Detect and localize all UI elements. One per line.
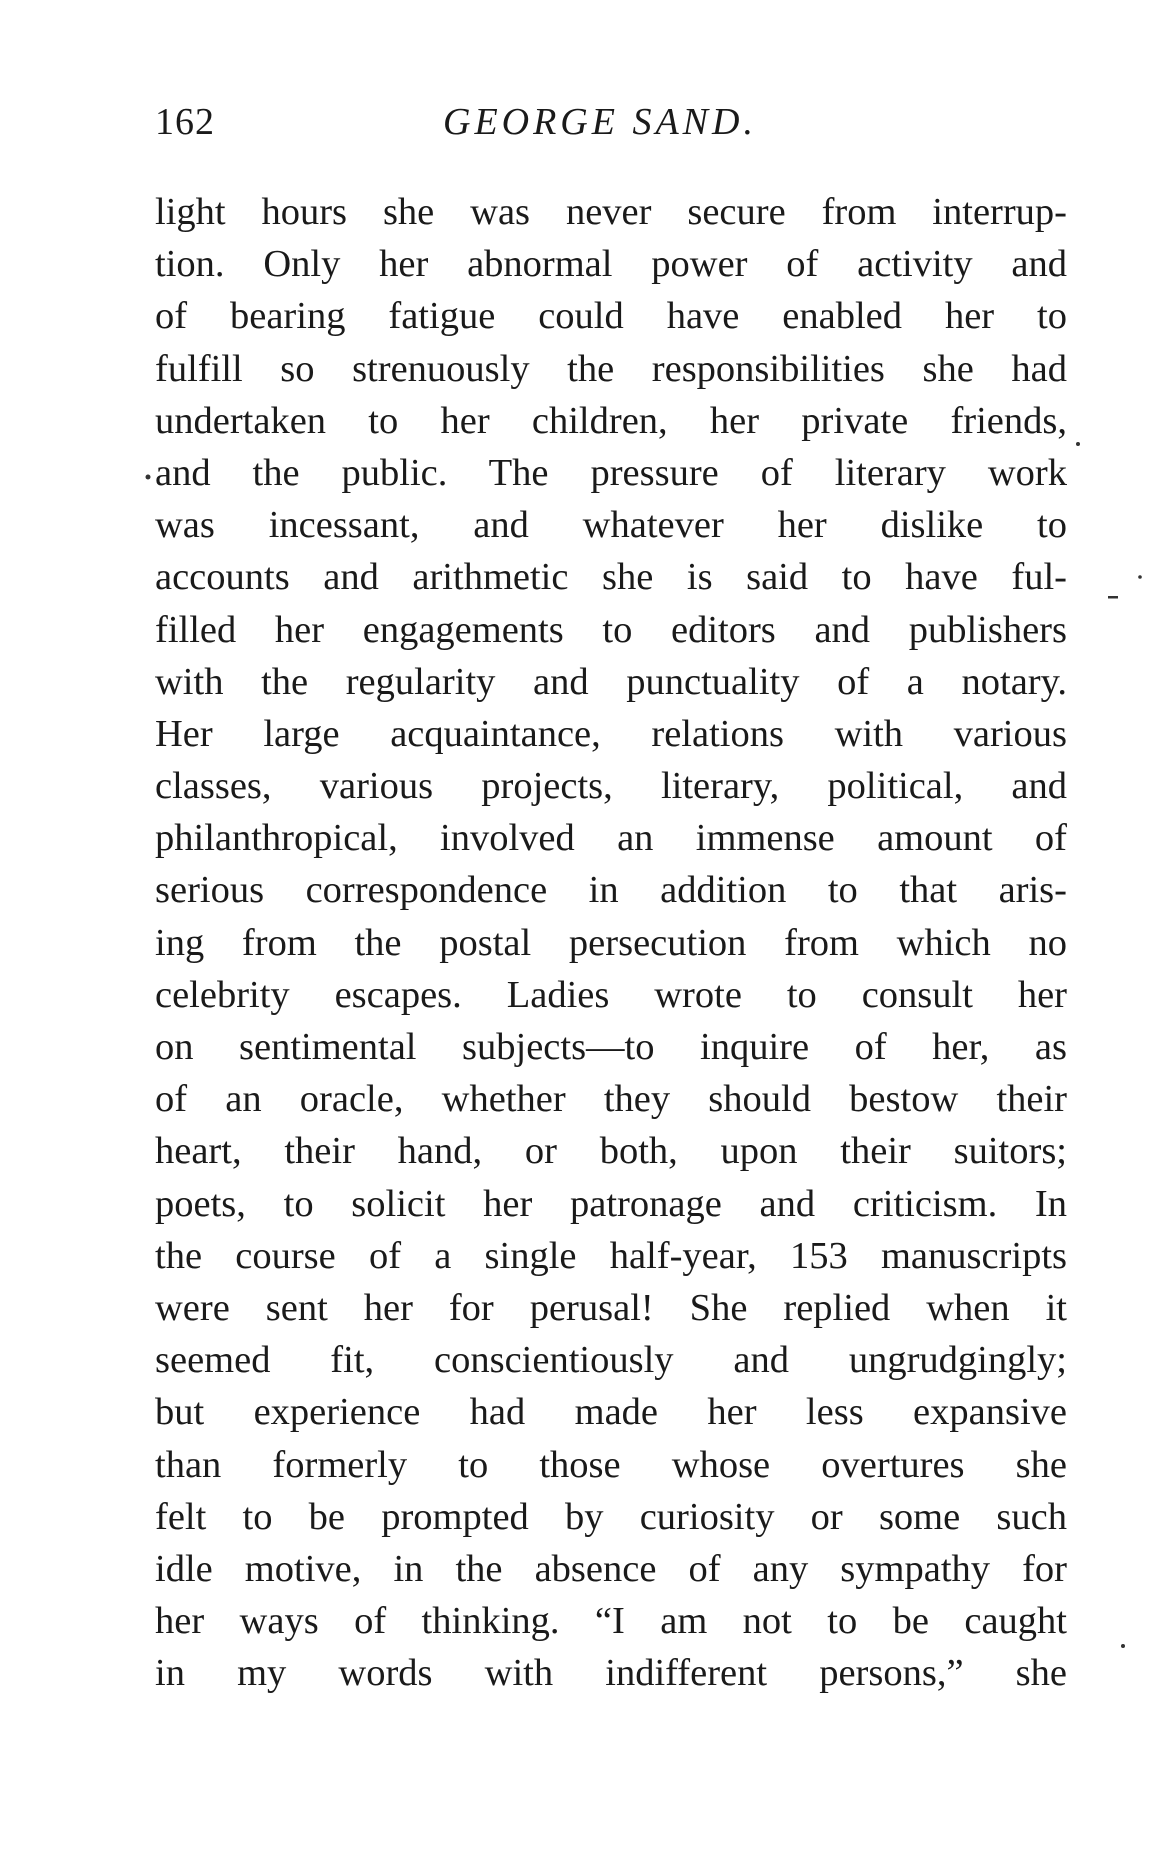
text-line: than formerly to those whose overtures she xyxy=(155,1443,1067,1486)
text-line: idle motive, in the absence of any sympathy for xyxy=(155,1547,1067,1590)
text-line: Her large acquaintance, relations with various xyxy=(155,712,1067,755)
text-line: tion. Only her abnormal power of activity and xyxy=(155,243,1067,286)
text-line: of an oracle, whether they should bestow their xyxy=(155,1078,1067,1121)
text-line: classes, various projects, literary, political, and xyxy=(155,765,1067,808)
text-line: in my words with indifferent persons,” she xyxy=(155,1652,1067,1695)
text-line: undertaken to her children, her private friends, xyxy=(155,399,1067,442)
text-line: with the regularity and punctuality of a notary. xyxy=(155,660,1067,703)
text-line: heart, their hand, or both, upon their suitors; xyxy=(155,1130,1067,1173)
body-text xyxy=(155,186,1067,1699)
scan-speck xyxy=(1108,596,1118,599)
text-line: was incessant, and whatever her dislike to xyxy=(155,504,1067,547)
text-line: celebrity escapes. Ladies wrote to consult her xyxy=(155,973,1067,1016)
running-title: GEORGE SAND. xyxy=(443,101,757,143)
scan-speck xyxy=(1121,1644,1125,1648)
running-head xyxy=(155,100,1065,150)
text-line: accounts and arithmetic she is said to have ful- xyxy=(155,556,1067,599)
text-line: of bearing fatigue could have enabled her to xyxy=(155,295,1067,338)
text-line: ing from the postal persecution from which no xyxy=(155,921,1067,964)
text-line: philanthropical, involved an immense amount of xyxy=(155,817,1067,860)
text-line: felt to be prompted by curiosity or some such xyxy=(155,1495,1067,1538)
text-line: were sent her for perusal! She replied when it xyxy=(155,1286,1067,1329)
text-line: seemed fit, conscientiously and ungrudgingly; xyxy=(155,1339,1067,1382)
text-line: serious correspondence in addition to that aris- xyxy=(155,869,1067,912)
text-line: filled her engagements to editors and publishers xyxy=(155,608,1067,651)
text-line: on sentimental subjects—to inquire of her, as xyxy=(155,1026,1067,1068)
text-line: light hours she was never secure from interrup- xyxy=(155,191,1067,233)
page-number: 162 xyxy=(155,101,215,143)
text-line: fulfill so strenuously the responsibilities she had xyxy=(155,347,1067,390)
text-line: her ways of thinking. “I am not to be caught xyxy=(155,1600,1067,1643)
scan-speck xyxy=(146,475,151,480)
text-line: poets, to solicit her patronage and criticism. In xyxy=(155,1182,1067,1225)
text-line: and the public. The pressure of literary work xyxy=(155,451,1067,494)
scan-speck xyxy=(1076,442,1080,446)
text-line: the course of a single half-year, 153 manuscripts xyxy=(155,1234,1067,1277)
text-line: but experience had made her less expansive xyxy=(155,1391,1067,1434)
scan-speck xyxy=(1138,575,1142,579)
